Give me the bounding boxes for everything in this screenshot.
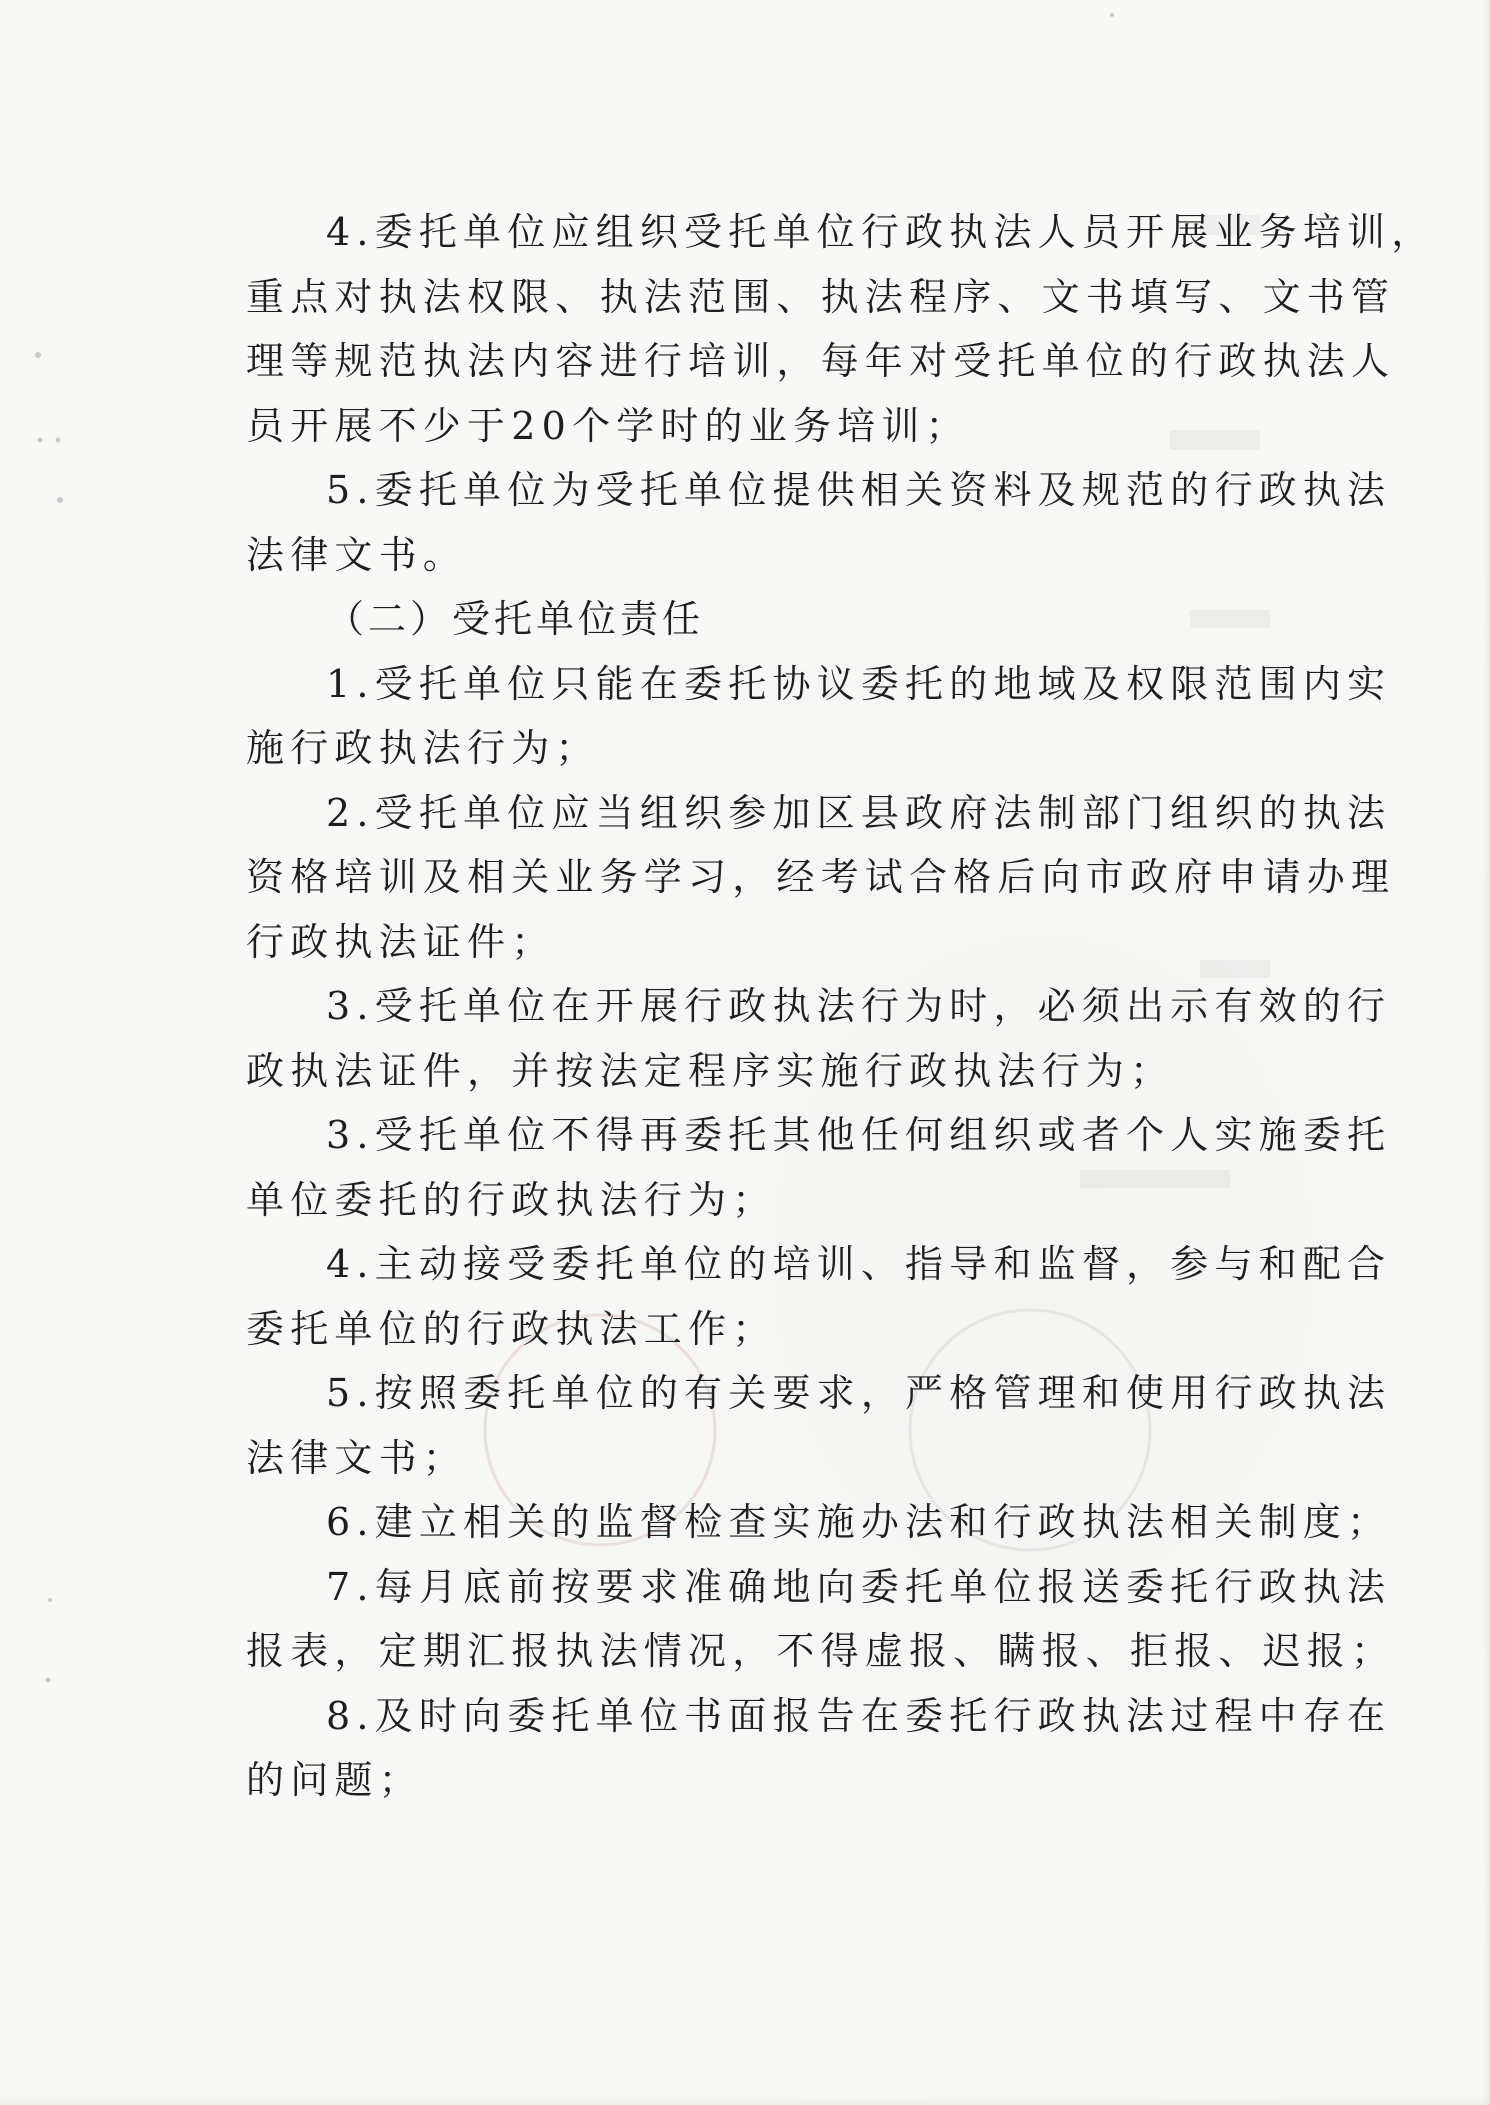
text-line: 5.按照委托单位的有关要求，严格管理和使用行政执法 (326, 1371, 1392, 1415)
text-line: 7.每月底前按要求准确地向委托单位报送委托行政执法 (326, 1564, 1392, 1609)
text-line: 资格培训及相关业务学习，经考试合格后向市政府申请办理 (246, 855, 1396, 899)
text-line: 4.主动接受委托单位的培训、指导和监督，参与和配合 (326, 1242, 1392, 1286)
text-line: 行政执法证件； (246, 919, 556, 964)
text-line: 1.受托单位只能在委托协议委托的地域及权限范围内实 (326, 661, 1392, 706)
text-line: 6.建立相关的监督检查实施办法和行政执法相关制度； (326, 1500, 1392, 1544)
text-line: 3.受托单位不得再委托其他任何组织或者个人实施委托 (326, 1113, 1392, 1157)
text-line: 8.及时向委托单位书面报告在委托行政执法过程中存在 (326, 1693, 1392, 1738)
text-line: 报表，定期汇报执法情况，不得虚报、瞒报、拒报、迟报； (246, 1629, 1396, 1673)
text-line: 的问题； (246, 1758, 423, 1802)
text-line: 重点对执法权限、执法范围、执法程序、文书填写、文书管 (246, 274, 1396, 319)
text-line: 法律文书。 (246, 532, 468, 577)
document-body (246, 200, 1436, 1813)
text-line: 5.委托单位为受托单位提供相关资料及规范的行政执法 (326, 468, 1392, 512)
text-line: 2.受托单位应当组织参加区县政府法制部门组织的执法 (326, 790, 1392, 835)
text-line: 施行政执法行为； (246, 726, 600, 770)
text-line: 法律文书； (246, 1435, 468, 1480)
text-line: 委托单位的行政执法工作； (246, 1306, 777, 1351)
text-line: 3.受托单位在开展行政执法行为时，必须出示有效的行 (326, 984, 1392, 1028)
text-line: 员开展不少于20个学时的业务培训； (246, 403, 970, 448)
scan-edge-bottom (0, 2095, 1490, 2105)
scan-edge-right (1482, 0, 1490, 2105)
section-heading: （二）受托单位责任 (326, 597, 705, 641)
text-line: 单位委托的行政执法行为； (246, 1177, 777, 1222)
text-line: 4.委托单位应组织受托单位行政执法人员开展业务培训， (326, 210, 1436, 254)
text-line: 理等规范执法内容进行培训，每年对受托单位的行政执法人 (246, 339, 1396, 383)
text-line: 政执法证件，并按法定程序实施行政执法行为； (246, 1048, 1175, 1093)
